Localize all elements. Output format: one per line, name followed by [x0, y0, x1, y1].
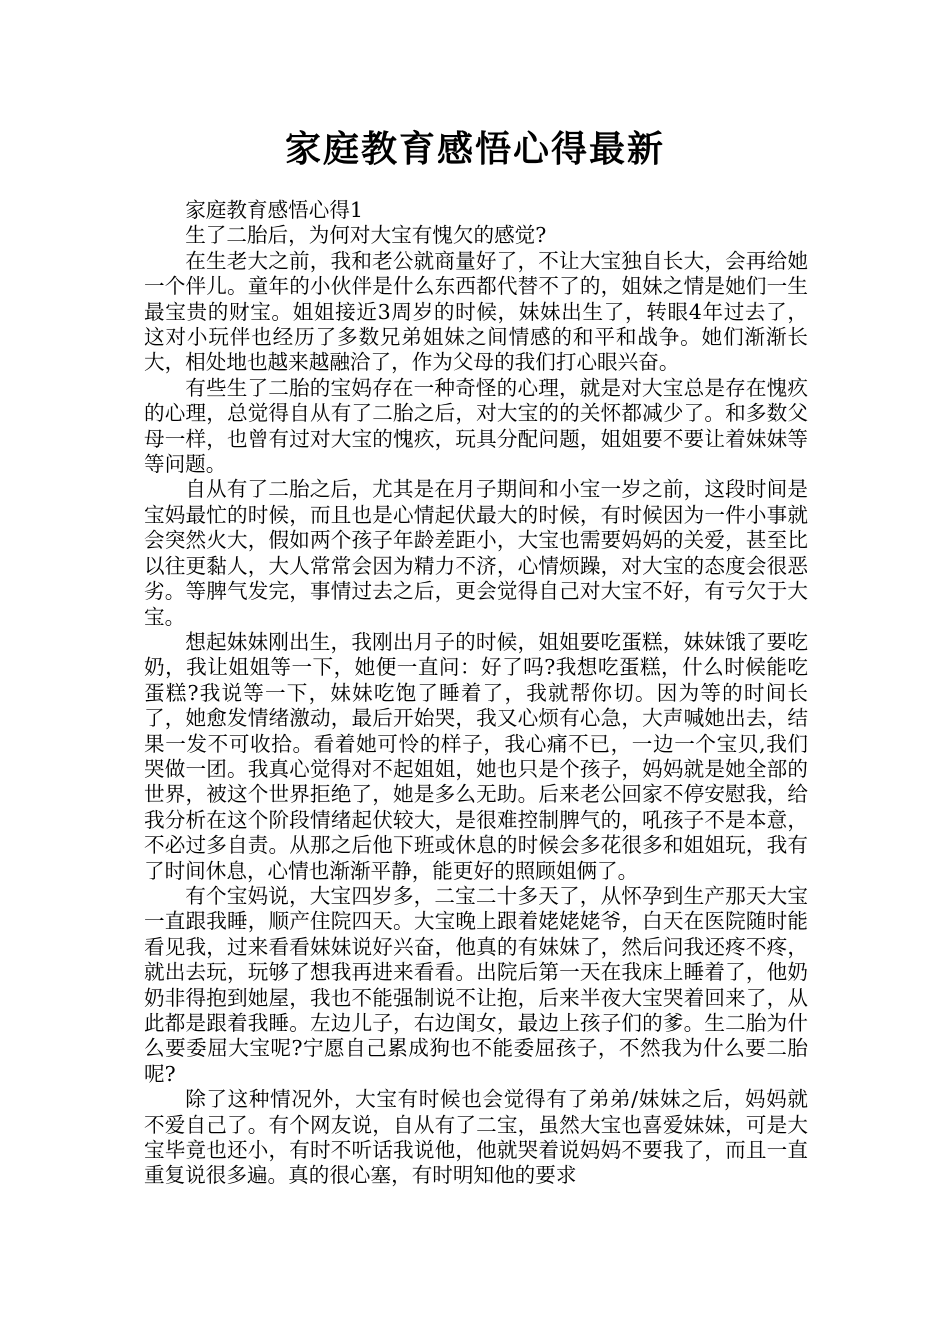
document-title: 家庭教育感悟心得最新 [284, 129, 665, 170]
paragraph: 有些生了二胎的宝妈存在一种奇怪的心理，就是对大宝总是存在愧疚的心理，总觉得自从有了二胎之后，对大宝的的关怀都减少了。和多数父母一样，也曾有过对大宝的愧疚，玩具分配问题，姐姐要不要让着妹妹等等问题。 [144, 375, 808, 477]
paragraph: 有个宝妈说，大宝四岁多，二宝二十多天了，从怀孕到生产那天大宝一直跟我睡，顺产住院四天。大宝晚上跟着姥姥姥爷，白天在医院随时能看见我，过来看看妹妹说好兴奋，他真的有妹妹了，然后问我还疼不疼，就出去玩，玩够了想我再进来看看。出院后第一天在我床上睡着了，他奶奶非得抱到她屋，我也不能强制说不让抱，后来半夜大宝哭着回来了，从此都是跟着我睡。左边儿子，右边闺女，最边上孩子们的爹。生二胎为什么要委屈大宝呢?宁愿自己累成狗也不能委屈孩子，不然我为什么要二胎呢? [144, 883, 808, 1086]
paragraph-question: 生了二胎后，为何对大宝有愧欠的感觉? [185, 223, 547, 248]
paragraph: 自从有了二胎之后，尤其是在月子期间和小宝一岁之前，这段时间是宝妈最忙的时候，而且也是心情起伏最大的时候，有时候因为一件小事就会突然火大，假如两个孩子年龄差距小，大宝也需要妈妈的关爱，甚至比以往更黏人，大人常常会因为精力不济，心情烦躁，对大宝的态度会很恶劣。等脾气发完，事情过去之后，更会觉得自己对大宝不好，有亏欠于大宝。 [144, 477, 808, 629]
paragraph: 在生老大之前，我和老公就商量好了，不让大宝独自长大，会再给她一个伴儿。童年的小伙伴是什么东西都代替不了的，姐妹之情是她们一生最宝贵的财宝。姐姐接近3周岁的时候，妹妹出生了，转眼4年过去了，这对小玩伴也经历了多数兄弟姐妹之间情感的和平和战争。她们渐渐长大，相处地也越来越融洽了，作为父母的我们打心眼兴奋。 [144, 248, 808, 375]
section-heading: 家庭教育感悟心得1 [185, 198, 364, 222]
document-body [144, 198, 808, 1189]
paragraph: 想起妹妹刚出生，我刚出月子的时候，姐姐要吃蛋糕，妹妹饿了要吃奶，我让姐姐等一下，她便一直问：好了吗?我想吃蛋糕，什么时候能吃蛋糕?我说等一下，妹妹吃饱了睡着了，我就帮你切。因为等的时间长了，她愈发情绪激动，最后开始哭，我又心烦有心急，大声喊她出去，结果一发不可收拾。看着她可怜的样子，我心痛不已，一边一个宝贝,我们哭做一团。我真心觉得对不起姐姐，她也只是个孩子，妈妈就是她全部的世界，被这个世界拒绝了，她是多么无助。后来老公回家不停安慰我，给我分析在这个阶段情绪起伏较大，是很难控制脾气的，吼孩子不是本意，不必过多自责。从那之后他下班或休息的时候会多花很多和姐姐玩，我有了时间休息，心情也渐渐平静，能更好的照顾姐俩了。 [144, 629, 808, 883]
paragraph: 除了这种情况外，大宝有时候也会觉得有了弟弟/妹妹之后，妈妈就不爱自己了。有个网友说，自从有了二宝，虽然大宝也喜爱妹妹，可是大宝毕竟也还小，有时不听话我说他，他就哭着说妈妈不要我了，而且一直重复说很多遍。真的很心塞，有时明知他的要求 [144, 1087, 808, 1188]
